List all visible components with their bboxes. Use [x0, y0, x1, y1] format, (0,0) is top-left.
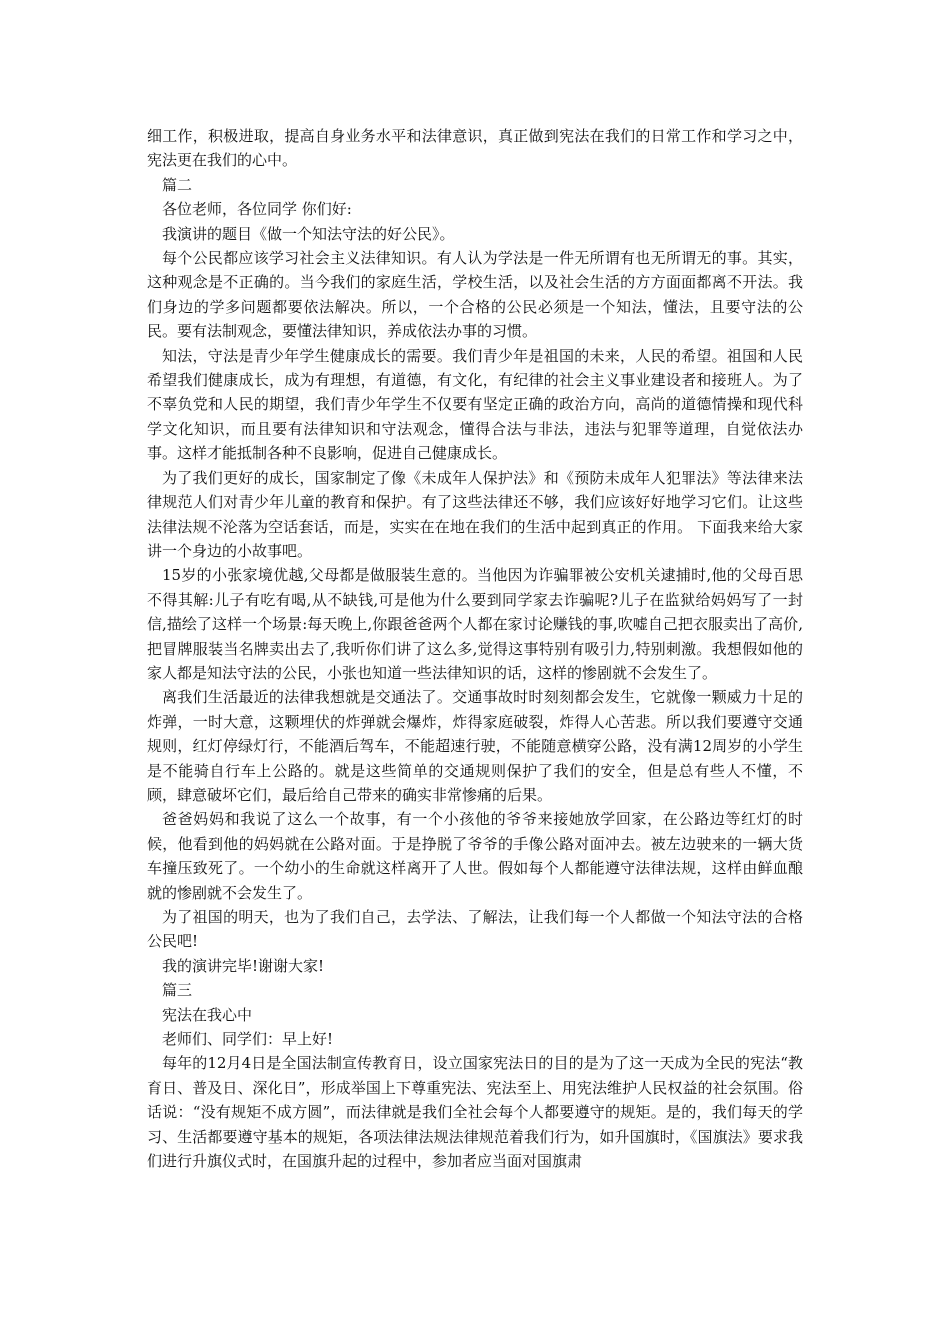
greeting: 各位老师，各位同学 你们好: — [162, 200, 352, 219]
paragraph: 知法，守法是青少年学生健康成长的需要。我们青少年是祖国的未来，人民的希望。祖国和人民希望我们健康成长，成为有理想，有道德，有文化，有纪律的社会主义事业建设者和接班人。为了不辜负党和人民的期望，我们青少年学生不仅要有坚定正确的政治方向，高尚的道德情操和现代科学文化知识，而且要有法律知识和守法观念，懂得合法与非法，违法与犯罪等道理，自觉依法办事。这样才能抵制各种不良影响，促进自己健康成长。 — [147, 346, 803, 463]
paragraph: 15岁的小张家境优越,父母都是做服装生意的。当他因为诈骗罪被公安机关逮捕时,他的父母百思不得其解:儿子有吃有喝,从不缺钱,可是他为什么要到同学家去诈骗呢?儿子在监狱给妈妈写了一封信,描绘了这样一个场景:每天晚上,你跟爸爸两个人都在家讨论赚钱的事,吹嘘自己把衣服卖出了高价,把冒牌服装当名牌卖出去了,我听你们讲了这么多,觉得这事特别有吸引力,特别刺激。我想假如他的家人都是知法守法的公民，小张也知道一些法律知识的话，这样的惨剧就不会发生了。 — [147, 566, 803, 682]
paragraph: 离我们生活最近的法律我想就是交通法了。交通事故时时刻刻都会发生，它就像一颗威力十足的炸弹，一时大意，这颗埋伏的炸弹就会爆炸，炸得家庭破裂，炸得人心苦悲。所以我们要遵守交通规则，红灯停绿灯行，不能酒后驾车，不能超速行驶，不能随意横穿公路，没有满12周岁的小学生是不能骑自行车上公路的。就是这些简单的交通规则保护了我们的安全，但是总有些人不懂，不顾，肆意破坏它们，最后给自己带来的确实非常惨痛的后果。 — [147, 688, 803, 804]
paragraph: 每个公民都应该学习社会主义法律知识。有人认为学法是一件无所谓有也无所谓无的事。其实，这种观念是不正确的。当今我们的家庭生活，学校生活，以及社会生活的方方面面都离不开法。我们身边的学多问题都要依法解决。所以，一个合格的公民必须是一个知法，懂法，且要守法的公民。要有法制观念，要懂法律知识，养成依法办事的习惯。 — [147, 249, 803, 341]
paragraph-continued: 细工作，积极进取，提高自身业务水平和法律意识，真正做到宪法在我们的日常工作和学习之中，宪法更在我们的心中。 — [147, 127, 803, 170]
closing-line: 我的演讲完毕!谢谢大家! — [162, 956, 325, 975]
paragraph: 爸爸妈妈和我说了这么一个故事，有一个小孩他的爷爷来接她放学回家，在公路边等红灯的时候，他看到他的妈妈就在公路对面。于是挣脱了爷爷的手像公路对面冲去。被左边驶来的一辆大货车撞压致死了。一个幼小的生命就这样离开了人世。假如每个人都能遵守法律法规，这样由鲜血酿就的惨剧就不会发生了。 — [147, 810, 803, 902]
section-heading-part-three: 篇三 — [162, 981, 193, 1000]
greeting: 老师们、同学们：早上好! — [162, 1030, 334, 1049]
paragraph: 每年的12月4日是全国法制宣传教育日，设立国家宪法日的目的是为了这一天成为全民的宪法“教育日、普及日、深化日”，形成举国上下尊重宪法、宪法至上、用宪法维护人民权益的社会氛围。俗话说：“没有规矩不成方圆”，而法律就是我们全社会每个人都要遵守的规矩。是的，我们每天的学习、生活都要遵守基本的规矩，各项法律法规法律规范着我们行为，如升国旗时，《国旗法》要求我们进行升旗仪式时，在国旗升起的过程中，参加者应当面对国旗肃 — [147, 1054, 803, 1171]
speech-title: 宪法在我心中 — [162, 1005, 253, 1024]
paragraph: 为了祖国的明天，也为了我们自己，去学法、了解法，让我们每一个人都做一个知法守法的合格公民吧! — [147, 908, 803, 951]
speech-title-line: 我演讲的题目《做一个知法守法的好公民》。 — [162, 224, 455, 243]
section-heading-part-two: 篇二 — [162, 175, 193, 194]
paragraph: 为了我们更好的成长，国家制定了像《未成年人保护法》和《预防未成年人犯罪法》等法律来法律规范人们对青少年儿童的教育和保护。有了这些法律还不够，我们应该好好地学习它们。让这些法律法规不沦落为空话套话，而是，实实在在地在我们的生活中起到真正的作用。 下面我来给大家讲一个身边的小故事吧。 — [147, 468, 803, 560]
